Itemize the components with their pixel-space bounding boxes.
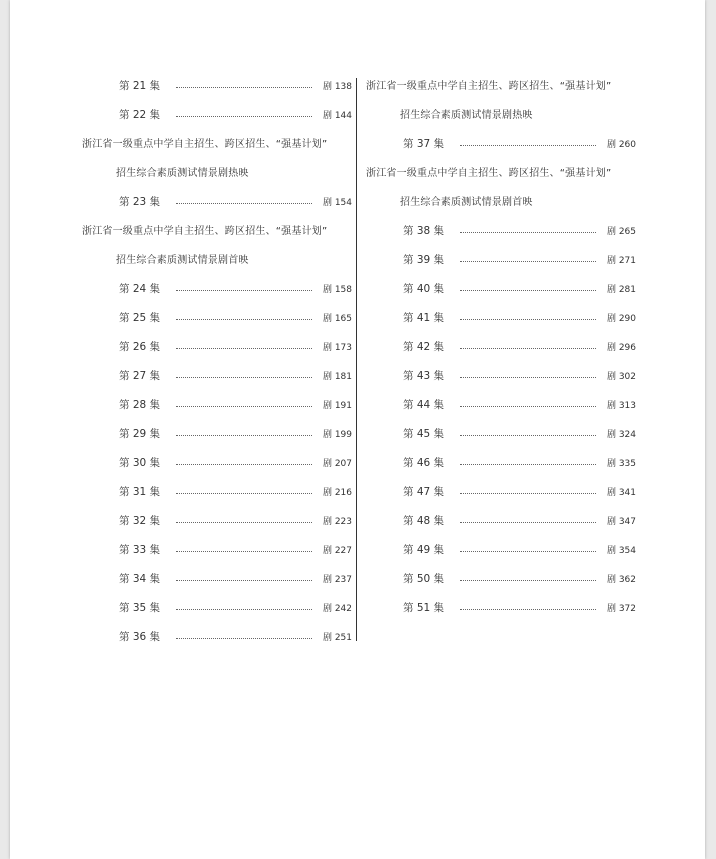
dot-leader — [460, 231, 596, 233]
page-number: 剧 324 — [606, 430, 636, 440]
section-heading-text: 浙江省一级重点中学自主招生、跨区招生、“强基计划” — [366, 168, 612, 179]
toc-episode-row — [366, 565, 636, 594]
document-page — [10, 0, 705, 859]
episode-label: 第 30 集 — [119, 457, 161, 469]
episode-label: 第 38 集 — [403, 225, 445, 237]
episode-label: 第 33 集 — [119, 544, 161, 556]
page-number: 剧 158 — [322, 285, 352, 295]
dot-leader — [176, 579, 312, 581]
page-number: 剧 354 — [606, 546, 636, 556]
episode-label: 第 23 集 — [119, 196, 161, 208]
toc-episode-row — [82, 333, 352, 362]
page-number: 剧 296 — [606, 343, 636, 353]
toc-section-subheading — [366, 188, 636, 217]
toc-episode-row — [82, 507, 352, 536]
page-number: 剧 347 — [606, 517, 636, 527]
toc-episode-row — [366, 478, 636, 507]
dot-leader — [460, 492, 596, 494]
dot-leader — [460, 376, 596, 378]
toc-section-heading — [82, 217, 352, 246]
episode-label: 第 47 集 — [403, 486, 445, 498]
episode-label: 第 48 集 — [403, 515, 445, 527]
dot-leader — [460, 144, 596, 146]
episode-label: 第 51 集 — [403, 602, 445, 614]
toc-episode-row — [366, 246, 636, 275]
dot-leader — [460, 260, 596, 262]
page-number: 剧 154 — [322, 198, 352, 208]
page-number: 剧 362 — [606, 575, 636, 585]
page-number: 剧 260 — [606, 140, 636, 150]
dot-leader — [460, 550, 596, 552]
episode-label: 第 25 集 — [119, 312, 161, 324]
page-number: 剧 199 — [322, 430, 352, 440]
episode-label: 第 40 集 — [403, 283, 445, 295]
section-subheading-text: 招生综合素质测试情景剧热映 — [400, 110, 533, 121]
page-number: 剧 216 — [322, 488, 352, 498]
page-number: 剧 265 — [606, 227, 636, 237]
toc-episode-row — [366, 391, 636, 420]
dot-leader — [176, 115, 312, 117]
episode-label: 第 49 集 — [403, 544, 445, 556]
page-number: 剧 237 — [322, 575, 352, 585]
section-subheading-text: 招生综合素质测试情景剧首映 — [400, 197, 533, 208]
toc-episode-row — [366, 594, 636, 623]
page-number: 剧 242 — [322, 604, 352, 614]
page-number: 剧 302 — [606, 372, 636, 382]
episode-label: 第 35 集 — [119, 602, 161, 614]
toc-episode-row — [366, 507, 636, 536]
episode-label: 第 36 集 — [119, 631, 161, 643]
toc-episode-row — [82, 565, 352, 594]
page-number: 剧 313 — [606, 401, 636, 411]
page-number: 剧 290 — [606, 314, 636, 324]
section-heading-text: 浙江省一级重点中学自主招生、跨区招生、“强基计划” — [82, 226, 328, 237]
dot-leader — [176, 492, 312, 494]
page-number: 剧 271 — [606, 256, 636, 266]
page-number: 剧 251 — [322, 633, 352, 643]
episode-label: 第 44 集 — [403, 399, 445, 411]
episode-label: 第 50 集 — [403, 573, 445, 585]
episode-label: 第 21 集 — [119, 80, 161, 92]
dot-leader — [176, 521, 312, 523]
toc-section-heading — [82, 130, 352, 159]
toc-episode-row — [82, 275, 352, 304]
dot-leader — [176, 405, 312, 407]
page-number: 剧 341 — [606, 488, 636, 498]
episode-label: 第 39 集 — [403, 254, 445, 266]
dot-leader — [460, 579, 596, 581]
section-subheading-text: 招生综合素质测试情景剧热映 — [116, 168, 249, 179]
dot-leader — [460, 434, 596, 436]
page-number: 剧 144 — [322, 111, 352, 121]
dot-leader — [176, 637, 312, 639]
toc-episode-row — [82, 362, 352, 391]
dot-leader — [176, 434, 312, 436]
toc-section-heading — [366, 72, 636, 101]
dot-leader — [460, 318, 596, 320]
dot-leader — [460, 405, 596, 407]
toc-episode-row — [366, 304, 636, 333]
section-heading-text: 浙江省一级重点中学自主招生、跨区招生、“强基计划” — [366, 81, 612, 92]
toc-episode-row — [82, 449, 352, 478]
episode-label: 第 24 集 — [119, 283, 161, 295]
toc-episode-row — [366, 449, 636, 478]
page-number: 剧 227 — [322, 546, 352, 556]
page-number: 剧 173 — [322, 343, 352, 353]
toc-section-heading — [366, 159, 636, 188]
toc-episode-row — [366, 536, 636, 565]
episode-label: 第 31 集 — [119, 486, 161, 498]
dot-leader — [176, 318, 312, 320]
page-number: 剧 335 — [606, 459, 636, 469]
dot-leader — [176, 550, 312, 552]
page-number: 剧 372 — [606, 604, 636, 614]
column-divider — [356, 78, 357, 641]
episode-label: 第 46 集 — [403, 457, 445, 469]
dot-leader — [176, 376, 312, 378]
page-number: 剧 138 — [322, 82, 352, 92]
dot-leader — [460, 347, 596, 349]
page-number: 剧 165 — [322, 314, 352, 324]
episode-label: 第 28 集 — [119, 399, 161, 411]
toc-episode-row — [82, 101, 352, 130]
dot-leader — [176, 608, 312, 610]
toc-episode-row — [82, 188, 352, 217]
toc-episode-row — [82, 304, 352, 333]
episode-label: 第 43 集 — [403, 370, 445, 382]
toc-right-column — [366, 72, 636, 623]
toc-episode-row — [82, 72, 352, 101]
episode-label: 第 42 集 — [403, 341, 445, 353]
dot-leader — [460, 608, 596, 610]
page-number: 剧 223 — [322, 517, 352, 527]
dot-leader — [176, 86, 312, 88]
episode-label: 第 26 集 — [119, 341, 161, 353]
toc-episode-row — [82, 536, 352, 565]
toc-episode-row — [366, 420, 636, 449]
toc-episode-row — [82, 420, 352, 449]
toc-episode-row — [366, 333, 636, 362]
dot-leader — [176, 289, 312, 291]
toc-episode-row — [366, 362, 636, 391]
dot-leader — [460, 463, 596, 465]
page-number: 剧 181 — [322, 372, 352, 382]
episode-label: 第 41 集 — [403, 312, 445, 324]
dot-leader — [176, 347, 312, 349]
episode-label: 第 32 集 — [119, 515, 161, 527]
episode-label: 第 45 集 — [403, 428, 445, 440]
toc-episode-row — [366, 275, 636, 304]
toc-episode-row — [366, 130, 636, 159]
episode-label: 第 22 集 — [119, 109, 161, 121]
episode-label: 第 37 集 — [403, 138, 445, 150]
dot-leader — [460, 289, 596, 291]
page-number: 剧 281 — [606, 285, 636, 295]
toc-episode-row — [82, 478, 352, 507]
section-heading-text: 浙江省一级重点中学自主招生、跨区招生、“强基计划” — [82, 139, 328, 150]
page-number: 剧 207 — [322, 459, 352, 469]
toc-section-subheading — [82, 246, 352, 275]
toc-episode-row — [82, 623, 352, 652]
toc-left-column — [82, 72, 352, 652]
dot-leader — [176, 202, 312, 204]
dot-leader — [176, 463, 312, 465]
toc-episode-row — [82, 391, 352, 420]
dot-leader — [460, 521, 596, 523]
section-subheading-text: 招生综合素质测试情景剧首映 — [116, 255, 249, 266]
toc-episode-row — [366, 217, 636, 246]
toc-section-subheading — [366, 101, 636, 130]
episode-label: 第 34 集 — [119, 573, 161, 585]
episode-label: 第 29 集 — [119, 428, 161, 440]
toc-episode-row — [82, 594, 352, 623]
episode-label: 第 27 集 — [119, 370, 161, 382]
toc-section-subheading — [82, 159, 352, 188]
page-number: 剧 191 — [322, 401, 352, 411]
